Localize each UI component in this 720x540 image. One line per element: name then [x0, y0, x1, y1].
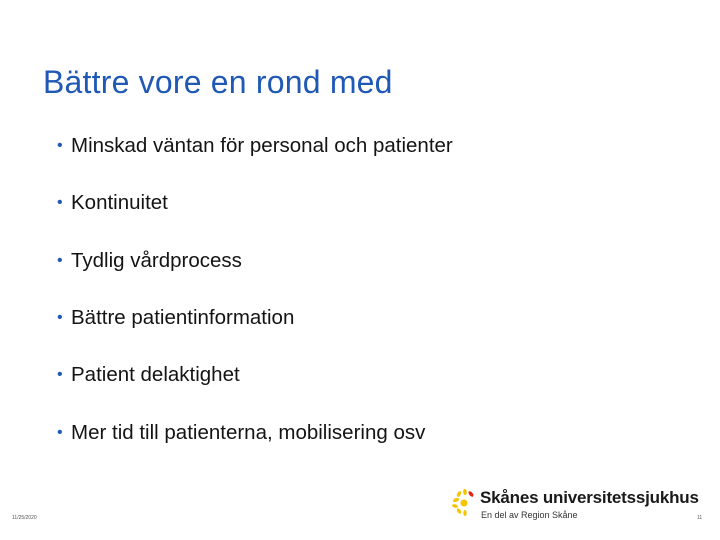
bullet-item [57, 248, 242, 274]
bullet-dot-icon: • [57, 309, 63, 326]
logo-tagline: En del av Region Skåne [481, 510, 578, 520]
bullet-item [57, 190, 168, 216]
bullet-text: Tydlig vårdprocess [71, 249, 242, 272]
bullet-text: Patient delaktighet [71, 363, 240, 386]
bullet-text: Kontinuitet [71, 191, 168, 214]
bullet-item [57, 362, 240, 388]
slide-title: Bättre vore en rond med [43, 64, 393, 100]
bullet-item [57, 420, 425, 446]
bullet-dot-icon: • [57, 194, 63, 211]
logo-name: Skånes universitetssjukhus [480, 488, 699, 507]
bullet-item [57, 133, 453, 159]
bullet-dot-icon: • [57, 252, 63, 269]
page-number: 11 [697, 515, 703, 521]
bullet-dot-icon: • [57, 137, 63, 154]
hospital-logo [450, 488, 699, 522]
bullet-text: Bättre patientinformation [71, 306, 295, 329]
bullet-text: Mer tid till patienterna, mobilisering osv [71, 421, 426, 444]
footer-date: 11/25/2020 [12, 515, 37, 521]
bullet-dot-icon: • [57, 424, 63, 441]
bullet-dot-icon: • [57, 366, 63, 383]
sun-flower-logo-icon [450, 488, 480, 518]
bullet-text: Minskad väntan för personal och patienter [71, 134, 453, 157]
bullet-item [57, 305, 294, 331]
